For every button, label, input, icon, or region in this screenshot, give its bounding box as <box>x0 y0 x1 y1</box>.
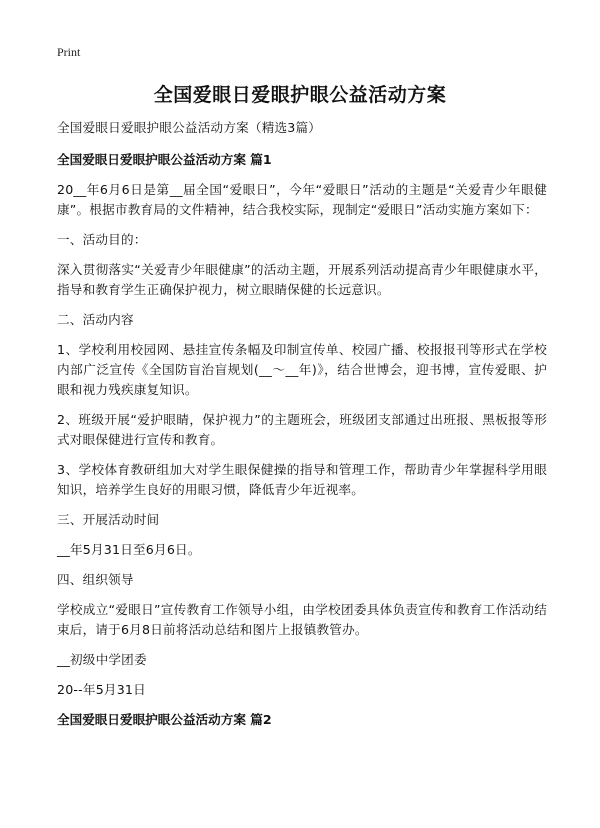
document-date: 20--年5月31日 <box>57 682 146 697</box>
section-2-heading: 全国爱眼日爱眼护眼公益活动方案 篇2 <box>57 712 272 727</box>
document-subtitle: 全国爱眼日爱眼护眼公益活动方案（精选3篇） <box>57 120 322 135</box>
content-item-1: 1、学校利用校园网、悬挂宣传条幅及印制宣传单、校园广播、校报报刊等形式在学校内部广泛宣传《全国防盲治盲规划(__～__年)》，结合世博会，迎书博，宣传爱眼、护眼和视力残疾康复知识。 <box>57 342 547 397</box>
organization-heading: 四、组织领导 <box>57 572 134 587</box>
document-body <box>57 118 547 740</box>
time-paragraph: __年5月31日至6月6日。 <box>57 542 201 557</box>
purpose-paragraph: 深入贯彻落实“关爱青少年眼健康”的活动主题，开展系列活动提高青少年眼健康水平，指导和教育学生正确保护视力，树立眼睛保健的长远意识。 <box>57 262 547 297</box>
organization-paragraph: 学校成立“爱眼日”宣传教育工作领导小组，由学校团委具体负责宣传和教育工作活动结束后，请于6月8日前将活动总结和图片上报镇教管办。 <box>57 602 547 637</box>
purpose-heading: 一、活动目的： <box>57 232 147 247</box>
content-heading: 二、活动内容 <box>57 312 134 327</box>
content-item-2: 2、班级开展“爱护眼睛，保护视力”的主题班会，班级团支部通过出班报、黑板报等形式对眼保健进行宣传和教育。 <box>57 412 547 447</box>
page-title: 全国爱眼日爱眼护眼公益活动方案 <box>153 84 447 106</box>
signature: __初级中学团委 <box>57 652 147 667</box>
section-1-heading: 全国爱眼日爱眼护眼公益活动方案 篇1 <box>57 152 272 167</box>
print-link[interactable]: Print <box>57 45 81 59</box>
time-heading: 三、开展活动时间 <box>57 512 160 527</box>
content-item-3: 3、学校体育教研组加大对学生眼保健操的指导和管理工作，帮助青少年掌握科学用眼知识，培养学生良好的用眼习惯，降低青少年近视率。 <box>57 462 547 497</box>
intro-paragraph: 20__年6月6日是第__届全国“爱眼日”，今年“爱眼日”活动的主题是“关爱青少年眼健康”。根据市教育局的文件精神，结合我校实际，现制定“爱眼日”活动实施方案如下： <box>57 182 547 217</box>
